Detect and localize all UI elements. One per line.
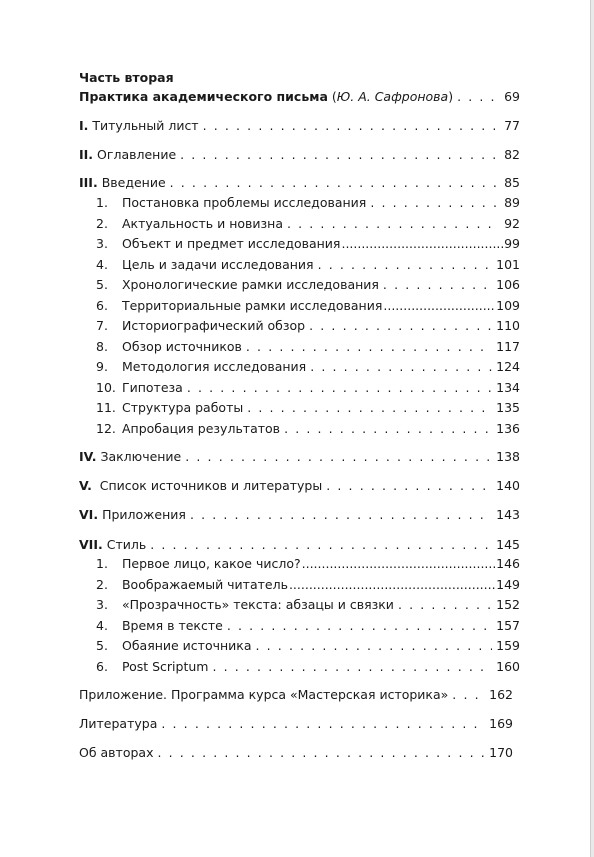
item-number: 4.	[96, 256, 108, 272]
page-number: 159	[496, 638, 520, 653]
item-number: 12.	[96, 420, 116, 436]
page-number: 138	[496, 449, 520, 464]
toc-section-2[interactable]	[79, 146, 520, 164]
section-title: Список источников и литературы	[99, 478, 323, 493]
toc-subitem[interactable]	[96, 420, 520, 438]
page-number: 145	[496, 537, 520, 552]
page-number: 134	[496, 379, 520, 395]
toc-subitem[interactable]	[96, 194, 520, 212]
page-number: 101	[496, 256, 520, 272]
item-number: 5.	[96, 638, 108, 653]
dot-leader	[180, 146, 500, 164]
dot-leader	[246, 338, 492, 356]
section-numeral: VI.	[79, 507, 99, 522]
item-title: Постановка проблемы исследования	[121, 195, 367, 210]
dot-leader	[289, 576, 495, 594]
dot-leader	[190, 506, 492, 524]
page-number: 82	[504, 147, 520, 162]
item-number: 6.	[96, 297, 108, 313]
toc-subitem[interactable]	[96, 576, 520, 594]
dot-leader	[185, 448, 492, 466]
dot-leader	[187, 379, 492, 397]
item-title: Актуальность и новизна	[121, 215, 283, 231]
page-number: 69	[504, 89, 520, 104]
item-number: 8.	[96, 338, 108, 354]
dot-leader	[341, 235, 503, 253]
item-number: 1.	[96, 556, 108, 571]
section-title: Заключение	[100, 449, 182, 464]
toc-subitem[interactable]	[96, 235, 520, 253]
toc-subitem[interactable]	[96, 215, 520, 233]
page-number: 135	[496, 400, 520, 415]
page-number: 110	[496, 318, 520, 333]
page-number: 77	[504, 118, 520, 133]
page-number: 152	[496, 597, 520, 612]
dot-leader	[302, 555, 496, 573]
page-number: 117	[496, 338, 520, 354]
toc-section-7[interactable]	[79, 536, 520, 554]
page-number: 146	[496, 556, 520, 571]
page-number: 89	[504, 195, 520, 210]
item-number: 7.	[96, 318, 108, 333]
item-number: 6.	[96, 658, 108, 674]
item-number: 1.	[96, 195, 108, 210]
item-title: Цель и задачи исследования	[121, 256, 314, 272]
page-number: 99	[504, 236, 520, 251]
section-title: Приложения	[102, 507, 186, 522]
item-title: «Прозрачность» текста: абзацы и связки	[121, 597, 394, 612]
toc-section-4[interactable]	[79, 448, 520, 466]
dot-leader	[161, 715, 485, 733]
dot-leader	[256, 637, 493, 655]
page-number: 92	[504, 215, 520, 231]
section-numeral: V.	[79, 478, 92, 493]
toc-subitem[interactable]	[96, 617, 520, 635]
dot-leader	[318, 256, 493, 274]
toc-subitem[interactable]	[96, 555, 520, 573]
page-number: 136	[496, 420, 520, 436]
dot-leader	[170, 174, 500, 192]
item-number: 9.	[96, 359, 108, 374]
toc-subitem[interactable]	[96, 399, 520, 417]
page-number: 143	[496, 507, 520, 522]
toc-section-3[interactable]	[79, 174, 520, 192]
page-number: 124	[496, 359, 520, 374]
entry-title: Приложение. Программа курса «Мастерская историка»	[79, 687, 449, 702]
part-heading: Часть вторая	[79, 70, 174, 85]
item-number: 5.	[96, 277, 108, 292]
page-number: 170	[489, 745, 513, 760]
dot-leader	[383, 276, 492, 294]
item-title: Структура работы	[121, 400, 244, 415]
dot-leader	[203, 117, 501, 135]
item-title: Обаяние источника	[121, 638, 252, 653]
item-title: Первое лицо, какое число?	[121, 556, 301, 571]
toc-appendix[interactable]	[79, 686, 513, 704]
dot-leader	[398, 596, 492, 614]
item-number: 3.	[96, 597, 108, 612]
section-numeral: VII.	[79, 537, 103, 552]
page-number: 162	[489, 687, 513, 702]
toc-section-6[interactable]	[79, 506, 520, 524]
dot-leader	[247, 399, 492, 417]
page-number: 169	[489, 716, 513, 731]
item-title: Методология исследования	[121, 359, 307, 374]
dot-leader	[287, 215, 500, 233]
section-title: Стиль	[106, 537, 147, 552]
item-title: Территориальные рамки исследования	[121, 297, 383, 313]
dot-leader	[452, 686, 485, 704]
toc-subitem[interactable]	[96, 256, 520, 274]
dot-leader	[310, 358, 492, 376]
toc-subitem[interactable]	[96, 338, 520, 356]
toc-subitem[interactable]	[96, 358, 520, 376]
item-title: Гипотеза	[121, 379, 183, 395]
toc-subitem[interactable]	[96, 379, 520, 397]
dot-leader	[326, 477, 492, 495]
dot-leader	[157, 744, 485, 762]
item-title: Историографический обзор	[121, 318, 306, 333]
toc-subitem[interactable]	[96, 637, 520, 655]
item-number: 2.	[96, 215, 108, 231]
section-numeral: II.	[79, 147, 94, 162]
toc-subitem[interactable]	[96, 596, 520, 614]
page-number: 106	[496, 277, 520, 292]
practice-title: Практика академического письма	[79, 89, 328, 104]
section-numeral: III.	[79, 175, 98, 190]
dot-leader	[383, 297, 495, 315]
entry-title: Литература	[79, 716, 158, 731]
section-numeral: I.	[79, 118, 89, 133]
item-number: 11.	[96, 400, 116, 415]
toc-subitem[interactable]	[96, 297, 520, 315]
toc-subitem[interactable]	[96, 658, 520, 676]
toc-subitem[interactable]	[96, 276, 520, 294]
section-title: Оглавление	[97, 147, 177, 162]
dot-leader	[284, 420, 492, 438]
page-number: 160	[496, 658, 520, 674]
dot-leader	[370, 194, 500, 212]
section-title: Введение	[101, 175, 166, 190]
practice-author: Ю. А. Сафронова	[336, 89, 449, 104]
item-number: 3.	[96, 236, 108, 251]
item-number: 4.	[96, 617, 108, 633]
dot-leader	[309, 317, 492, 335]
toc-subitem[interactable]	[96, 317, 520, 335]
dot-leader	[227, 617, 492, 635]
toc-literature[interactable]	[79, 715, 513, 733]
page-number: 157	[496, 617, 520, 633]
toc-section-5[interactable]	[79, 477, 520, 495]
item-title: Хронологические рамки исследования	[121, 277, 379, 292]
toc-section-1[interactable]	[79, 117, 520, 135]
page-number: 149	[496, 576, 520, 592]
section-numeral: IV.	[79, 449, 97, 464]
section-title: Титульный лист	[92, 118, 199, 133]
toc-authors[interactable]	[79, 744, 513, 762]
item-title: Обзор источников	[121, 338, 242, 354]
page-number: 85	[504, 175, 520, 190]
entry-title: Об авторах	[79, 745, 154, 760]
item-title: Post Scriptum	[121, 658, 209, 674]
page-number: 140	[496, 478, 520, 493]
item-title: Воображаемый читатель	[121, 576, 288, 592]
dot-leader	[457, 88, 500, 106]
item-title: Объект и предмет исследования	[121, 236, 341, 251]
dot-leader	[212, 658, 492, 676]
item-title: Апробация результатов	[121, 420, 281, 436]
dot-leader	[150, 536, 492, 554]
item-number: 10.	[96, 379, 116, 395]
page-number: 109	[496, 297, 520, 313]
toc-entry-practice[interactable]: Практика академического письма (Ю. А. Сафронова) . . . 69	[79, 88, 520, 106]
item-number: 2.	[96, 576, 108, 592]
item-title: Время в тексте	[121, 617, 223, 633]
